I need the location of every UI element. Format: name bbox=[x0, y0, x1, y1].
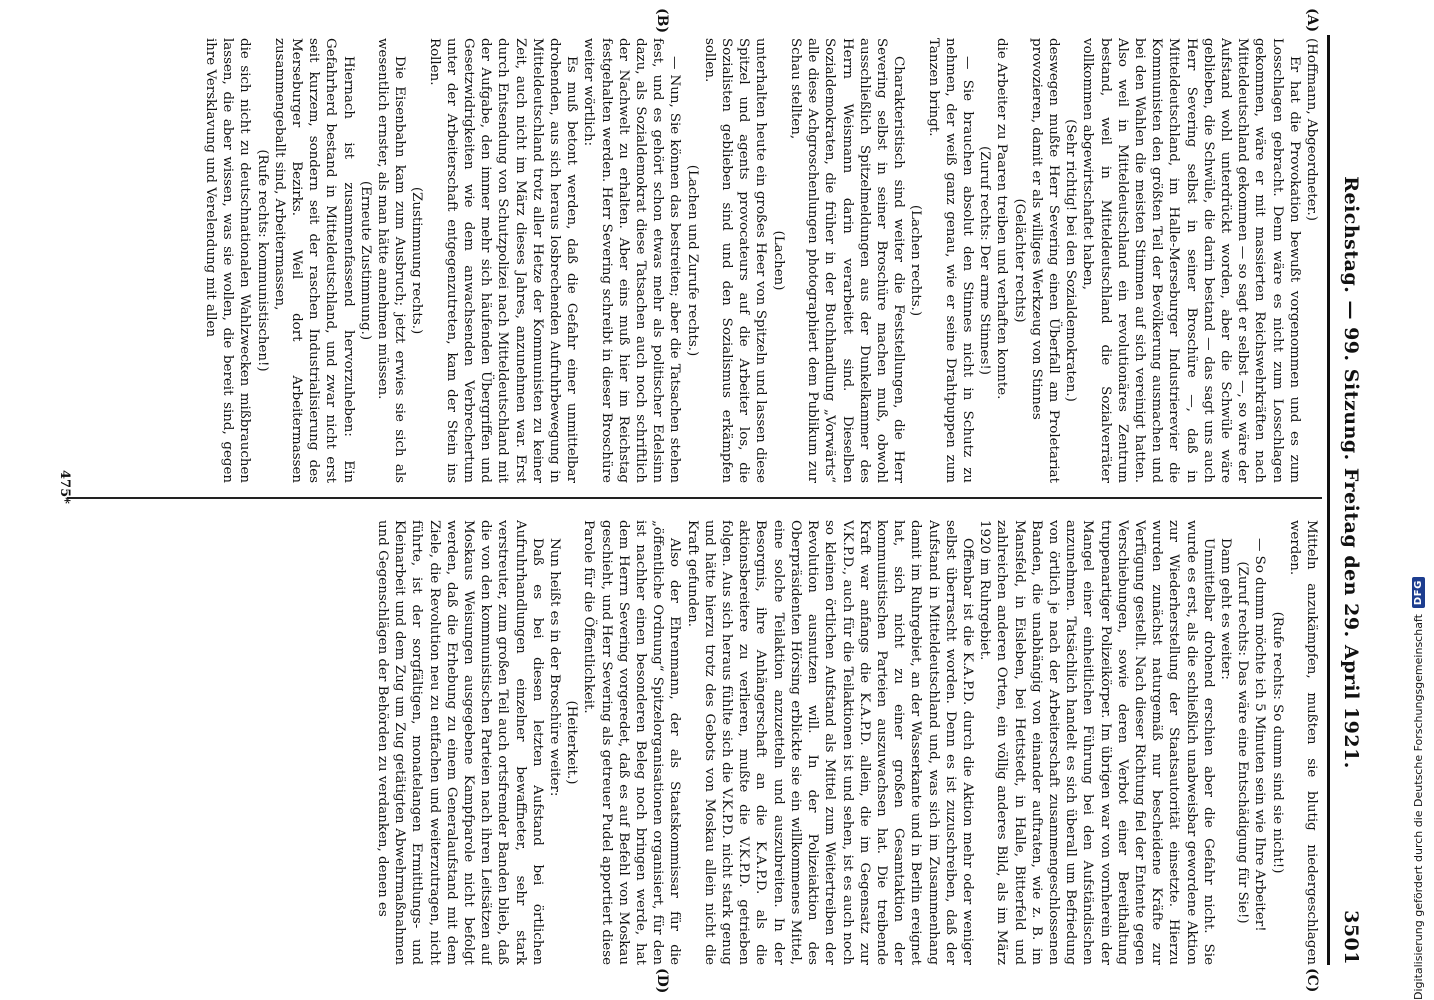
paragraph: Er hat die Provokation bewußt vorgenommen und es zum Losschlagen gebracht. Denn wäre es nicht zum Losschlagen gekommen, wäre er mit massierten Reichswehrkräften nach Mitteldeutschland gekommen — so sagt er selbst —, so wäre der Aufstand wohl unterdrückt worden, aber die Schwüle wäre geblieben, die Schwüle, die darin bestand — das sagt uns auch Herr Severing selbst in seiner Broschüre —, daß in Mitteldeutschland, im Halle-Merseburger Industrierevier die Kommunisten den größten Teil der Bevölkerung ausmachen und bei den Wahlen die meisten Stimmen auf sich vereinigt hatten. Also weil in Mitteldeutschland ein revolutionäres Zentrum bestand, weil in Mitteldeutschland die Sozialverräter vollkommen abgewirtschaftet haben, bbox=[1080, 38, 1302, 483]
interjection: (Sehr richtig! bei den Sozialdemokraten.) bbox=[1063, 119, 1079, 402]
paragraph: die Arbeiter zu Paaren treiben und verhaften konnte. bbox=[994, 38, 1010, 400]
left-text-column bbox=[70, 38, 1320, 483]
speaker-line: (Hoffmann, Abgeordneter.) bbox=[1304, 38, 1319, 221]
paragraph: unterhalten heute ein großes Heer von Spitzeln und lassen diese Spitzel und agents provocateurs auf die Arbeiter los, die Sozialisten geblieben sind und den Sozialismus erkämpfen sollen. bbox=[701, 38, 769, 483]
interjection: (Gelächter rechts) bbox=[1011, 198, 1027, 323]
page-footer-mark: 475* bbox=[57, 470, 72, 504]
paragraph: Mitteln anzukämpfen, mußten sie blutig niedergeschlagen werden. bbox=[1286, 520, 1319, 965]
credit-text: Digitalisierung gefördert durch die Deutsche Forschungsgemeinschaft bbox=[1411, 614, 1425, 1000]
paragraph: Also der Ehrenmann, der als Staatskommissar für die „öffentliche Ordnung“ Spitzelorganisationen organisiert, für den ist nachher einen besonderen Beleg noch bringen werde, hat dem Herrn Severing vorgeredet, daß es auf Befehl von Moskau geschieht, und Herr Severing als getreuer Pudel apportiert diese Parole für die Öffentlichkeit. bbox=[581, 520, 683, 965]
interjection: (Lachen rechts.) bbox=[908, 204, 924, 317]
page-number: 3501 bbox=[1340, 910, 1362, 965]
column-divider bbox=[67, 497, 1322, 499]
margin-marker-a: (A) bbox=[1304, 8, 1320, 33]
interjection: (Lachen) bbox=[770, 230, 786, 291]
page-running-title: Reichstag. — 99. Sitzung. Freitag den 29. April 1921. bbox=[1340, 176, 1362, 769]
page-header bbox=[1336, 35, 1366, 965]
interjection: (Zustimmung rechts.) bbox=[409, 186, 425, 335]
paragraph: Dann geht es weiter: bbox=[1217, 538, 1233, 680]
interjection: (Erneute Zustimmung.) bbox=[357, 180, 373, 341]
quotation: Offenbar ist die K.A.P.D. durch die Aktion mehr oder weniger selbst überrascht worden. Denn es ist zuzuschreiben, daß der Aufstand in Mitteldeutschland und, was sich im Zusammenhang damit im Ruhrgebiet, an der Wasserkante und in Berlin ereignet hat, sich nicht zu einer großen Gesamtaktion der kommunistischen Parteien auszuwachsen hat. Die treibende Kraft war anfangs die K.A.P.D. allein, die im Gegensatz zur V.K.P.D., auch für die Teilaktionen ist und sehen, ist es auch noch so kleinen örtlichen Aufstand als Mittel zum Weitertreiben der Revolution ausnutzen will. In der Polizeiaktion des Oberpräsidenten Hörsing erblickte sie ein willkommenes Mittel, eine solche Teilaktion anzuzetteln und auszubreiten. In der Besorgnis, ihre Anhängerschaft an die K.A.P.D. als die aktionsbereitere zu verlieren, mußte die V.K.P.D. getrieben folgen. Aus sich heraus fühlte sich die V.K.P.D. nicht stark genug und hätte hierzu trotz des Gebots von Moskau allein nicht die Kraft gefunden. bbox=[684, 520, 975, 965]
quotation: Die Eisenbahn kam zum Ausbruch; jetzt erwies sie sich als wesentlich ernster, als man hätte annehmen müssen. bbox=[375, 38, 408, 483]
paragraph: deswegen mußte Herr Severing einen Überfall am Proletariat provozieren, damit er als williges Werkzeug von Stinnes bbox=[1028, 38, 1061, 483]
paragraph: Nun heißt es in der Broschüre weiter: bbox=[547, 538, 563, 797]
right-text-column bbox=[70, 520, 1320, 965]
margin-marker-c: (C) bbox=[1304, 968, 1320, 993]
interjection: (Rufe rechts: So dumm sind sie nicht!) bbox=[1269, 611, 1285, 874]
margin-marker-d: (D) bbox=[654, 968, 670, 994]
interjection: (Heiterkeit.) bbox=[564, 700, 580, 785]
margin-marker-b: (B) bbox=[654, 8, 670, 34]
dfg-logo: DFG bbox=[1412, 577, 1425, 608]
paragraph: — Nun, Sie können das bestreiten; aber die Tatsachen stehen fest, und es gehört schon etwas mehr als politischer Edelsinn dazu, als Sozialdemokrat diese Tatsachen auch noch schriftlich der Nachwelt zu erhalten. Aber eins muß hier im Reichstag festgehalten werden. Herr Severing schreibt in dieser Broschüre weiter wörtlich: bbox=[581, 38, 683, 483]
interjection: (Zuruf rechts: Das wäre eine Entschädigung für Sie!) bbox=[1235, 561, 1251, 924]
quotation: Unmittelbar drohend erschien aber die Gefahr nicht. Sie wurde es erst, als die schließlich unabweisbar gewordene Aktion zur Wiederherstellung der Staatsautorität einsetzte. Hierzu wurden zunächst naturgemäß nur bescheidene Kräfte zur Verfügung gestellt. Nach dieser Richtung fiel der Entente gegen Verschiebungen, sowie deren Verbot einer Bereithaltung truppenartiger Polizeikörper. Im übrigen war von vornherein der Mangel einer einheitlichen Führung bei den Aufständischen anzunehmen. Tatsächlich handelt es sich überall um Befriedung von örtlich je nach der Arbeiterschaft zusammengeschlossenen Banden, die unabhängig von einander auftraten, wie z. B. im Mansfeld, in Eisleben, bei Hettstedt, in Halle, Bitterfeld und zahlreichen anderen Orten, ein völlig anderes Bild, als im März 1920 im Ruhrgebiet. bbox=[977, 520, 1216, 965]
paragraph: — Sie brauchen absolut den Stinnes nicht in Schutz zu nehmen, der weiß ganz genau, wie er seine Drahtpuppen zum Tanzen bringt. bbox=[925, 38, 975, 483]
interjection: (Lachen und Zurufe rechts.) bbox=[684, 164, 700, 357]
paragraph: die sich nicht zu deutschnationalen Wahlzwecken mißbrauchen lassen, die aber wissen, was sie wollen, die bereit sind, gegen ihre Versklavung und Verelendung mit allen bbox=[203, 38, 253, 483]
scanned-page bbox=[50, 0, 1370, 1000]
paragraph: — So dumm möchte ich 5 Minuten sein wie Ihre Arbeiter! bbox=[1252, 538, 1268, 932]
quotation: Hiernach ist zusammenfassend hervorzuheben: Ein Gefahrherd bestand in Mitteldeutschland, und zwar nicht erst seit kurzem, sondern seit der raschen Industrialisierung des Merseburger Bezirks. Weil dort Arbeitermassen zusammengeballt sind, Arbeitermassen, bbox=[271, 38, 356, 483]
interjection: (Zuruf rechts: Der arme Stinnes!) bbox=[977, 146, 993, 375]
header-rule bbox=[1327, 35, 1330, 965]
paragraph: Charakteristisch sind weiter die Feststellungen, die Herr Severing selbst in seiner Broschüre machen muß, obwohl ausschließlich Spitzelmeldungen aus der Dunkelkammer des Herrn Weismann darin verarbeitet sind. Dieselben Sozialdemokraten, die früher in der Buchhandlung „Vorwärts“ alle diese Achgroschenlungen photographiert dem Publikum zur Schau stellten, bbox=[787, 38, 907, 483]
quotation: Es muß betont werden, daß die Gefahr einer unmittelbar drohenden, aus sich heraus losbrechenden Aufruhrbewegung in Mitteldeutschland trotz aller Hetze der Kommunisten zu keiner Zeit, auch nicht im März dieses Jahres, anzunehmen war. Erst durch Entsendung von Schutzpolizei nach Mitteldeutschland mit der Aufgabe, den immer mehr sich häufenden Übergriffen und Gesetzwidrigkeiten wie dem anwachsenden Verbrechertum unter der Arbeiterschaft entgegenzutreten, kam der Stein ins Rollen. bbox=[426, 38, 580, 483]
quotation: Daß es bei diesen letzten Aufstand bei örtlichen Aufruhrhandlungen einzelner bewaffneter, sehr stark verstreuter, zum großen Teil auch ortsfremder Banden blieb, daß die von den kommunistischen Parteien nach ihren Leitsätzen auf Moskaus Weisungen ausgegebene Kampfparole nicht befolgt werden, daß die Erhebung zu einem Generalaufstand mit dem Ziele, die Revolution neu zu entfachen und weiterzutragen, nicht führte, ist der sorgfältigen, monatelangen Ermittlungs- und Kleinarbeit und dem Zug um Zug getätigten Abwehrmaßnahmen und Gegenschlägen der Behörden zu verdanken, denen es bbox=[375, 520, 545, 965]
digitization-credit bbox=[1406, 0, 1430, 1000]
interjection: (Rufe rechts: kommunistischen!) bbox=[254, 149, 270, 372]
